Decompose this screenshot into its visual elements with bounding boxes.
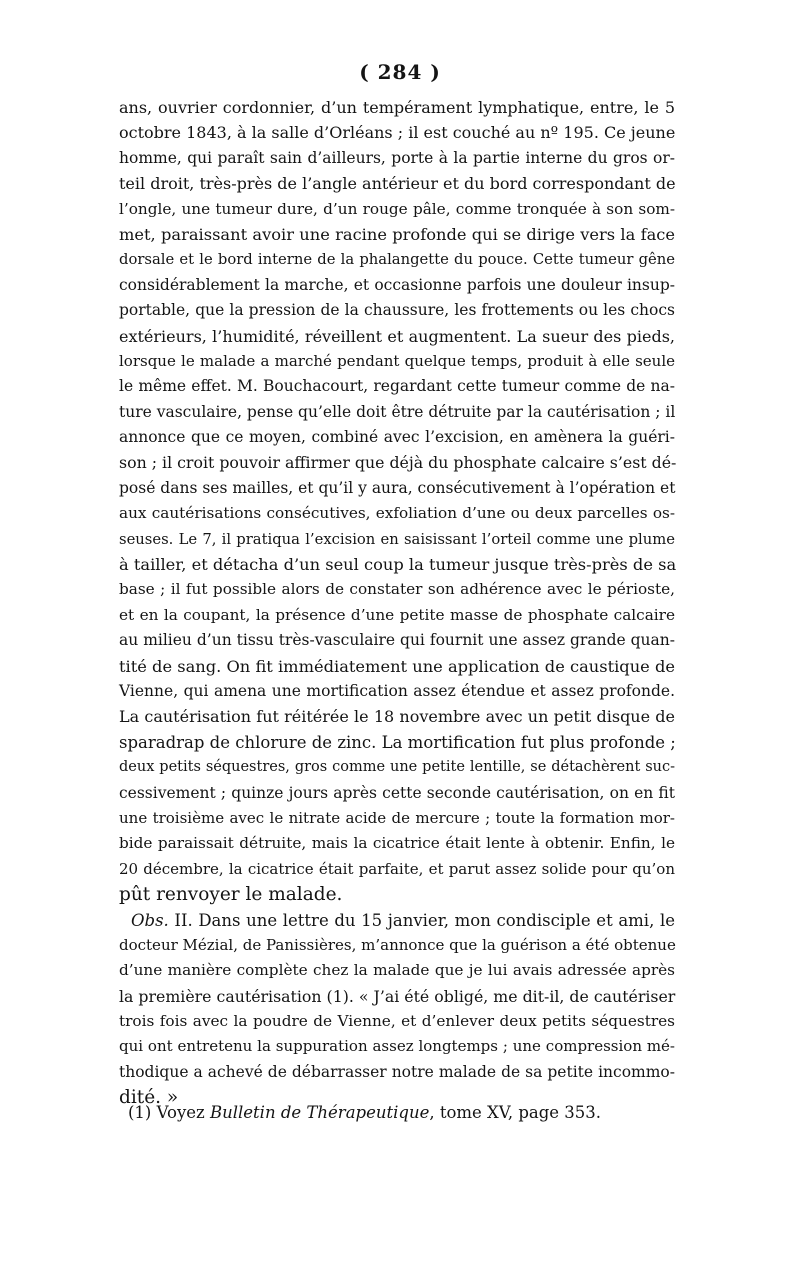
text-line: extérieurs, l’humidité, réveillent et augmentent. La sueur des pieds, (119, 326, 675, 346)
text-line: au milieu d’un tissu très-vasculaire qui fournit une assez grande quan- (119, 631, 675, 650)
page-number: ( 284 ) (359, 60, 441, 84)
text-line: et en la coupant, la présence d’une petite masse de phosphate calcaire (119, 605, 675, 624)
text-line: 20 décembre, la cicatrice était parfaite, et parut assez solide pour qu’on (119, 859, 675, 878)
text-line: lorsque le malade a marché pendant quelque temps, produit à elle seule (119, 351, 675, 370)
text-line: aux cautérisations consécutives, exfoliation d’une ou deux parcelles os- (119, 504, 675, 523)
text-line: sparadrap de chlorure de zinc. La mortification fut plus profonde ; (119, 732, 676, 752)
text-line: d’une manière complète chez la malade que je lui avais adressée après (119, 961, 675, 980)
body-text (119, 95, 675, 1111)
text-line: bide paraissait détruite, mais la cicatrice était lente à obtenir. Enfin, le (119, 834, 675, 853)
text-line: dorsale et le bord interne de la phalangette du pouce. Cette tumeur gêne (119, 251, 675, 269)
footnote-journal-title: Bulletin de Thérapeutique (209, 1103, 430, 1122)
text-line: l’ongle, une tumeur dure, d’un rouge pâle, comme tronquée à son som- (119, 199, 675, 218)
text-line: qui ont entretenu la suppuration assez longtemps ; une compression mé- (119, 1037, 675, 1056)
text-line: Vienne, qui amena une mortification assez étendue et assez profonde. (119, 681, 675, 700)
text-line: ture vasculaire, pense qu’elle doit être détruite par la cautérisation ; il (119, 402, 676, 421)
obs-line (119, 908, 675, 933)
footnote-marker: (1) Voyez (128, 1103, 210, 1122)
text-line: octobre 1843, à la salle d’Orléans ; il est couché au nº 195. Ce jeune (119, 123, 676, 143)
text-line: annonce que ce moyen, combiné avec l’excision, en amènera la guéri- (119, 428, 675, 447)
text-line: tité de sang. On fit immédiatement une application de caustique de (119, 656, 675, 676)
text-line: homme, qui paraît sain d’ailleurs, porte à la partie interne du gros or- (119, 148, 675, 167)
text-line: thodique a achevé de débarrasser notre malade de sa petite incommo- (119, 1062, 675, 1081)
text-line: le même effet. M. Bouchacourt, regardant cette tumeur comme de na- (119, 377, 675, 396)
text-line: cessivement ; quinze jours après cette seconde cautérisation, on en fit (119, 783, 675, 802)
text-line: pût renvoyer le malade. (119, 884, 343, 906)
text-line: seuses. Le 7, il pratiqua l’excision en saisissant l’orteil comme une plume (119, 530, 675, 548)
text-line: docteur Mézial, de Panissières, m’annonce que la guérison a été obtenue (119, 935, 676, 954)
text-line: base ; il fut possible alors de constater son adhérence avec le périoste, (119, 580, 675, 599)
text-line: à tailler, et détacha d’un seul coup la tumeur jusque très-près de sa (119, 555, 677, 575)
obs-label: Obs. (131, 910, 169, 930)
text-line: son ; il croit pouvoir affirmer que déjà du phosphate calcaire s’est dé- (119, 453, 677, 473)
text-line: met, paraissant avoir une racine profonde qui se dirige vers la face (119, 224, 675, 244)
text-line: deux petits séquestres, gros comme une petite lentille, se détachèrent suc- (119, 759, 675, 776)
text-line: une troisième avec le nitrate acide de mercure ; toute la formation mor- (119, 808, 675, 827)
text-line: dité. » (119, 1087, 179, 1109)
text-line: portable, que la pression de la chaussure, les frottements ou les chocs (119, 301, 675, 320)
text-line: la première cautérisation (1). « J’ai été obligé, me dit-il, de cautériser (119, 986, 676, 1006)
text-line: trois fois avec la poudre de Vienne, et d’enlever deux petits séquestres (119, 1012, 675, 1031)
footnote (128, 1101, 601, 1125)
text-line: teil droit, très-près de l’angle antérieur et du bord correspondant de (119, 174, 676, 194)
obs-text: II. Dans une lettre du 15 janvier, mon condisciple et ami, le (168, 910, 675, 930)
text-line: La cautérisation fut réitérée le 18 novembre avec un petit disque de (119, 707, 675, 727)
text-line: ans, ouvrier cordonnier, d’un tempérament lymphatique, entre, le 5 (119, 98, 675, 117)
footnote-reference: , tome XV, page 353. (429, 1103, 602, 1122)
text-line: posé dans ses mailles, et qu’il y aura, consécutivement à l’opération et (119, 478, 676, 497)
text-line: considérablement la marche, et occasionne parfois une douleur insup- (119, 275, 675, 294)
